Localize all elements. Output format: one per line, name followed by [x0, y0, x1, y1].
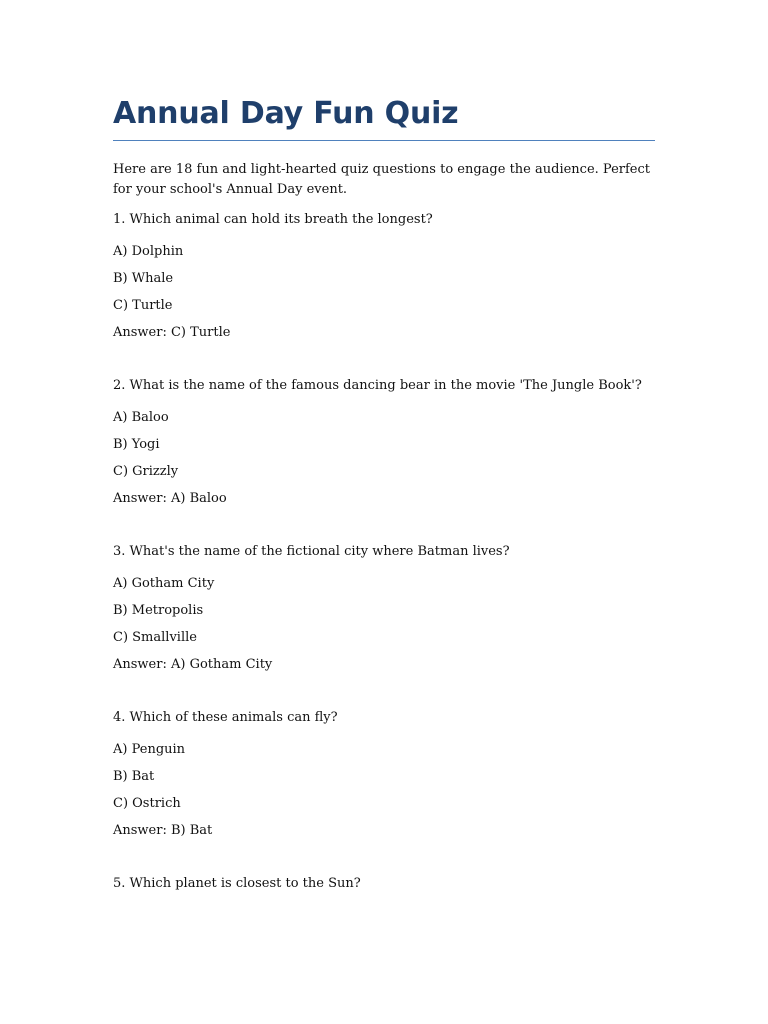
intro-paragraph: Here are 18 fun and light-hearted quiz questions to engage the audience. Perfect for your school's Annual Day event.: [113, 162, 650, 197]
question-text: 3. What's the name of the fictional city where Batman lives?: [113, 544, 510, 559]
answer-text: Answer: B) Bat: [113, 823, 213, 838]
option-a: A) Baloo: [113, 410, 169, 425]
option-a: A) Gotham City: [113, 576, 215, 591]
answer-text: Answer: A) Gotham City: [113, 657, 273, 672]
question-spacer: [113, 840, 655, 863]
question-text: 4. Which of these animals can fly?: [113, 710, 338, 725]
option-c: C) Grizzly: [113, 464, 179, 479]
document-content: [113, 94, 655, 893]
option-c: C) Smallville: [113, 630, 197, 645]
question-text: 2. What is the name of the famous dancing bear in the movie 'The Jungle Book'?: [113, 378, 642, 393]
answer-text: Answer: C) Turtle: [113, 325, 231, 340]
question-block-4: [113, 709, 655, 840]
question-spacer: [113, 342, 655, 365]
option-b: B) Whale: [113, 271, 174, 286]
option-a: A) Dolphin: [113, 244, 184, 259]
question-spacer: [113, 508, 655, 531]
question-block-3: [113, 543, 655, 674]
option-b: B) Bat: [113, 769, 155, 784]
question-spacer: [113, 674, 655, 697]
question-text: 5. Which planet is closest to the Sun?: [113, 876, 361, 891]
answer-text: Answer: A) Baloo: [113, 491, 227, 506]
page-title: Annual Day Fun Quiz: [113, 94, 655, 141]
option-c: C) Turtle: [113, 298, 173, 313]
question-block-1: [113, 211, 655, 342]
question-block-5: [113, 875, 655, 893]
question-block-2: [113, 377, 655, 508]
option-c: C) Ostrich: [113, 796, 181, 811]
option-b: B) Yogi: [113, 437, 160, 452]
question-text: 1. Which animal can hold its breath the longest?: [113, 212, 433, 227]
option-a: A) Penguin: [113, 742, 186, 757]
option-b: B) Metropolis: [113, 603, 204, 618]
